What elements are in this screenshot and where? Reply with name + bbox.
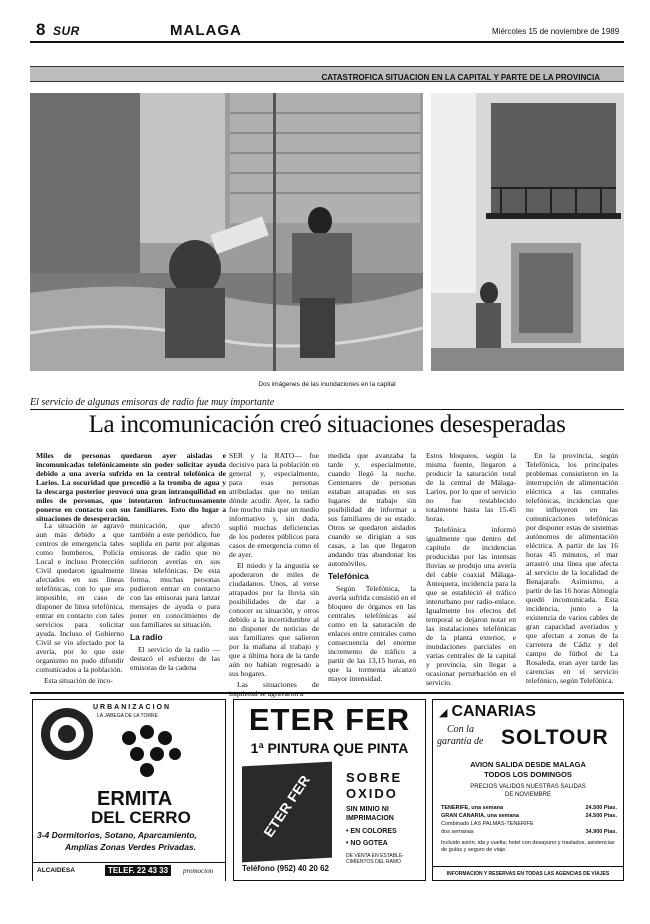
col2-paragraph: municación, que afectó también a este periódico, fue suplida en parte por algunas emisoras de radio que no sufrieron averías en sus líneas telefónicas. De esta forma, muchas personas pudieron entrar en contacto con las emisoras para lanzar mensajes de ayuda o para poner en conocimiento de sus familiares su situación. <box>130 521 220 629</box>
subhead-telefonica: Telefónica <box>328 571 369 581</box>
col3-paragraph-3: Las situaciones de <box>237 680 319 689</box>
col1-paragraph-2: Esta situación de inco- <box>44 676 113 685</box>
price-table <box>441 804 617 836</box>
eterfer-word-1: SOBRE <box>346 770 403 785</box>
article-lead <box>36 451 226 521</box>
soltour-logo: SOLTOUR <box>501 726 609 749</box>
article-col-5 <box>426 451 516 685</box>
price-row <box>441 820 617 828</box>
flight-line-1: AVION SALIDA DESDE MALAGA <box>470 760 586 769</box>
canarias-title-block <box>439 703 536 721</box>
lead-paragraph: Miles de personas quedaron ayer aisladas e incomunicadas telefónicamente sin poder solicitar ayuda debido a una avería sufrida en la central telefónica de Larios. La oscuridad que precedió a la tromba de agua y la descarga posterior provocó una gran intranquilidad en miles de personas, que intentaron infructuosamente ponerse en contacto con sus familiares. Esto dio lugar a situaciones de desesperación. <box>36 451 226 523</box>
col3-paragraph-2: El miedo y la angustia se apoderaron de miles de ciudadanos. Unos, al verse atrapados por la lluvia sin posibilidades de dar a conocer su situación, y otros debido a la incertidumbre al no disponer de noticias de sus familiares que salieron por la mañana al trabajo y que a última hora de la tarde aún no habían regresado a sus hogares. <box>229 561 319 678</box>
photo-caption: Dos imágenes de las inundaciones en la capital <box>258 381 396 388</box>
eterfer-sale-1: DE VENTA EN ESTABLE- <box>346 853 404 859</box>
eterfer-word-2: OXIDO <box>346 786 398 801</box>
ermita-name-1: ERMITA <box>97 788 173 810</box>
article-headline: La incomunicación creó situaciones desesperadas <box>88 411 566 438</box>
banner-text: CATASTROFICA SITUACION EN LA CAPITAL Y PARTE DE LA PROVINCIA <box>321 73 600 82</box>
col5-paragraph: Estos bloqueos, según la misma fuente, llegaron a producir la saturación total de la central de Málaga-Larios, por lo que el servicio no fue restablecido totalmente hasta las 15.45 horas. <box>426 451 516 523</box>
price-value: 34.900 Ptas. <box>585 829 617 835</box>
section-banner <box>30 66 624 82</box>
article-col-1 <box>36 521 124 685</box>
price-label: GRAN CANARIA, una semana <box>441 813 519 819</box>
col4-paragraph-2: Según Telefónica, la avería sufrida consistió en el bloqueo de órganos en las centrales telefónicas así como en la saturación de enlaces entre centrales como consecuencia del enorme incremento de tráfico a partir de las 13,15 horas, en que la tormenta alcanzó mayor intensidad. <box>328 584 416 683</box>
prices-line-2: DE NOVIEMBRE <box>504 792 551 798</box>
price-row <box>441 812 617 820</box>
con-la: Con la <box>447 724 474 735</box>
ermita-seal-icon <box>37 704 97 764</box>
flood-photo-street <box>30 93 423 371</box>
ermita-phone: TELEF. 22 43 33 <box>105 865 171 876</box>
garantia: garantía de <box>437 736 484 747</box>
can-label: ETER FER <box>260 772 314 840</box>
includes-text: Incluido avión, ida y vuelta; hotel con desayuno y traslados, asistencias de guías y seguro de viaje. <box>441 840 615 853</box>
eterfer-feature-3: • NO GOTEA <box>346 840 388 847</box>
col4-paragraph: medida que avanzaba la tarde y, especialmente, cuando llegó la noche. Centenares de personas estaban atrapadas en sus lugares de trabajo sin posibilidad de informar a sus familiares de su estado. Otros se quedaron aislados cuando se dirigían a sus casas, a las que llegaron andando tras abandonar los automóviles. <box>328 451 416 568</box>
flood-photo-balcony <box>431 93 624 371</box>
eterfer-phone: Teléfono (952) 40 20 62 <box>242 864 329 873</box>
flower-cluster-icon <box>117 724 187 784</box>
ermita-promoter: promocion <box>183 867 214 875</box>
ad-canarias-soltour <box>432 699 624 881</box>
col6-paragraph: En la provincia, según Telefónica, los principales problemas consistieron en la interrupción de alimentación eléctrica a las centrales telefónicas, incidencias que no influyeron en las comunicaciones telefónicas por disponer estas de sistemas autónomos de alimentación eléctrica. A partir de las 16 horas 45 minutos, el mar arrastró una línea que afecta al servicio de la localidad de Benajarafe. Asimismo, a partir de las 16 horas Almogía quedó incomunicada. Esta incidencia, junto a la existencia de varios cables de gran capacidad averiados y que afectan a zonas de la carretera de Cádiz y del campo de fútbol de La Rosaleda, eran ayer tarde las carencias en el servicio telefónico, según Telefónica. <box>526 451 618 685</box>
page-number: 8 <box>36 20 46 39</box>
canarias-title: CANARIAS <box>451 703 536 720</box>
eterfer-feature-2: • EN COLORES <box>346 828 397 835</box>
eterfer-feature-1a: SIN MINIO NI <box>346 806 389 813</box>
article-col-4 <box>328 451 416 685</box>
article-col-2 <box>130 521 220 685</box>
col1-paragraph: La situación se agravó aun más debido a que centros de emergencia tales como bomberos, Policía Local e incluso Protección Civil quedaron igualmente afectados en sus líneas telefónicas, con lo que era imposible, en caso de disponer de línea telefónica, entrar en contacto con tales servicios para solicitar ayuda. Incluso el Gobierno Civil se vio afectado por la avería, por lo que este organismo no pudo difundir comunicados a la población. <box>36 521 124 674</box>
ad-eter-fer <box>233 699 426 881</box>
article-col-6 <box>526 451 618 685</box>
ermita-arc-text: URBANIZACION <box>93 704 172 711</box>
price-row <box>441 804 617 812</box>
col3-paragraph: SER y la RATO— fue decisivo para la población en general y, especialmente, para esas personas atribuladas que no tenían dónde acudir. Ayer, la radio fue mucho más que un medio informativo y, sin duda, suplió muchas deficiencias de los poderes públicos para casos de emergencia como el de ayer. <box>229 451 319 559</box>
flood-street-image <box>30 93 423 371</box>
article-bottom-rule <box>30 692 624 694</box>
price-row <box>441 828 617 836</box>
paint-can-image <box>242 762 332 863</box>
eterfer-brand: ETER FER <box>248 702 411 737</box>
eterfer-slogan: 1ª PINTURA QUE PINTA <box>250 740 409 756</box>
ermita-name-2: DEL CERRO <box>91 808 191 827</box>
eterfer-sale-2: CIMIENTOS DEL RAMO <box>346 859 402 865</box>
prices-line-1: PRECIOS VALIDOS NUESTRAS SALIDAS <box>470 784 586 790</box>
price-label: TENERIFE, una semana <box>441 805 504 811</box>
section-title: MALAGA <box>170 22 242 39</box>
ermita-builder: ALCAIDESA <box>37 867 75 874</box>
col2-paragraph-2: El servicio de la radio —destacó el esfuerzo de las emisoras de la cadena <box>130 645 220 672</box>
eterfer-feature-1b: IMPRIMACION <box>346 815 394 822</box>
header-rule <box>30 41 624 43</box>
ermita-arc-text-2: LA JABEGA DE LA TORRE <box>97 713 158 719</box>
flood-balcony-image <box>431 93 624 371</box>
issue-date: Miércoles 15 de noviembre de 1989 <box>492 27 620 36</box>
article-col-3 <box>229 451 319 689</box>
price-label: Combinado LAS PALMAS-TENERIFE <box>441 821 534 827</box>
shell-icon: ◢ <box>439 707 448 719</box>
price-value: 24.500 Ptas. <box>585 813 617 819</box>
price-value: 24.500 Ptas. <box>585 805 617 811</box>
ermita-footer-band <box>33 862 225 881</box>
subhead-radio: La radio <box>130 632 163 642</box>
flight-line-2: TODOS LOS DOMINGOS <box>484 770 572 779</box>
ermita-tagline-1: 3-4 Dormitorios, Sotano, Aparcamiento, <box>37 830 197 840</box>
ad-ermita-del-cerro <box>32 699 226 881</box>
ermita-tagline-2: Amplias Zonas Verdes Privadas. <box>65 842 197 852</box>
col5-paragraph-2: Telefónica informó igualmente que dentro del capítulo de incidencias producidas por las intensas lluvias se produjo una avería del cable coaxial Málaga-Antequera, incidencia para la que se estableció el tráfico interurbano por radio-enlace. Igualmente los efectos del temporal se dejaron notar en las instalaciones telefónicas de la planta exterior, e inundaciones parciales en varias centrales de la capital y provincia, sin llegar a ocasionar perturbación en el servicio. <box>426 525 516 687</box>
article-kicker: El servicio de algunas emisoras de radio fue muy importante <box>30 397 275 408</box>
price-label: dos semanas <box>441 829 474 835</box>
canarias-footer: INFORMACION Y RESERVAS EN TODAS LAS AGENCIAS DE VIAJES <box>433 866 623 881</box>
newspaper-logo: SUR <box>53 24 80 38</box>
